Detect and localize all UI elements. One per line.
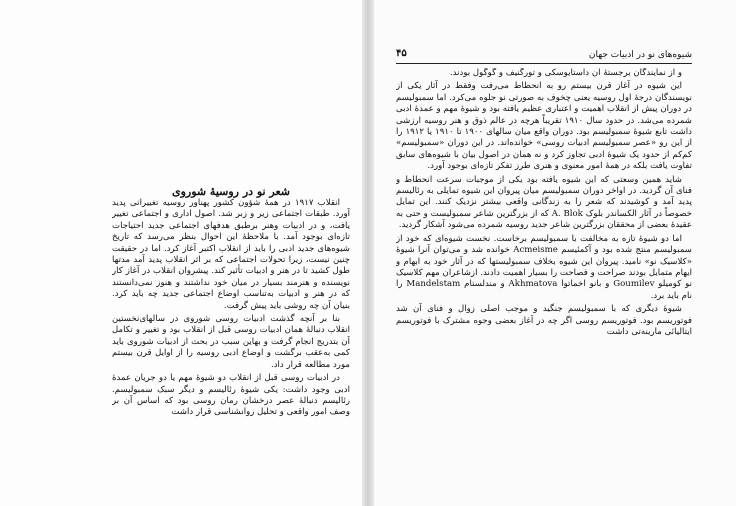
left-paragraph-1: انقلاب ۱۹۱۷ در همهٔ شؤون کشور پهناور روسیه تغییراتی پدید آورد. طبقات اجتماعی زیر و زبر شد. اصول اداری و اجتماعی تغییر یافت، و در ادبیات وهنر برطبق هدفهای اجتماعی جدید احتیاجات تازه‌ای بوجود آمد. با ملاحظهٔ این احوال بنظر می‌رسد که تاریخ شیوه‌های جدید ادبی را باید از انقلاب اکتبر آغاز کرد. اما در حقیقت چنین نیست، زیرا تحولات اجتماعی که بر اثر انقلاب پدید آمد مدتها طول کشید تا در هنر و ادبیات تأثیر کند. پیشروان انقلاب در آغاز کار نویسنده و هنرمند بسیار در میان خود نداشتند و هنوز نمی‌دانستند که در هنر و ادبیات به‌تناسب اوضاع اجتماعی جدید چه باید کرد. بنیان آن چه روشی باید پیش گرفت.	[112, 198, 350, 311]
right-paragraph-4: اما دو شیوهٔ تازه به مخالفت با سمبولیسم برخاست. نخست شیوه‌ای که خود از سمبولیسم منتج شده بود و آکمئیسم Acmeisme خوانده شد و می‌توان آنرا شیوهٔ «کلاسیک نو» نامید. پیروان این شیوه بخلاف سمبولیستها که در آثار خود به ابهام و ایهام متمایل بودند صراحت و فصاحت را بسیار اهمیت دادند. ازشاعران مهم کلاسیک نو کومیلو Goumilev و بانو اخماتوا Akhmatova و مندلستام Mandelstam را نام باید برد.	[396, 233, 692, 301]
right-paragraph-1: و از نمایندگان برجستهٔ آن داستایوسکی و تورگنیف و گوگول بودند.	[449, 68, 682, 78]
left-paragraph-3: در ادبیات روسی قبل از انقلاب دو شیوهٔ مهم یا دو جریان عمدهٔ ادبی وجود داشت: یکی شیوهٔ رئالیسم و دیگر سبک سمبولیسم. رئالیسم دنبالهٔ عصر درخشان رمان روسی بود که اساس آن بر وصف امور واقعی و تحلیل روانشناسی قرار داشت	[112, 373, 350, 418]
right-paragraph-5: شیوهٔ دیگری که با سمبولیسم جنگید و موجب اصلی زوال و فنای آن شد فوتوریسم بود. فوتوریسم روسی اگر چه در آغاز بعضی وجوه مشترک با فوتوریسم ایتالیائی مارینه‌تی داشت	[396, 304, 692, 337]
running-header	[396, 49, 692, 64]
section-heading: شعر نو در روسیهٔ شوروی	[171, 185, 291, 198]
book-gutter	[362, 0, 374, 506]
running-head-title: شیوه‌های نو در ادبیات جهان	[588, 50, 692, 60]
left-paragraph-2: بنا بر آنچه گذشت ادبیات روسی شوروی در سالهای‌نخستین انقلاب دنبالهٔ همان ادبیات روسی قبل از انقلاب بود و تغییر و تکامل آن بتدریج انجام گرفت و بهاین سبب در بحث از ادبیات شوروی باید کمی به‌عقب برگشت و اوضاع ادبی روسیه را از اوایل قرن بیستم مورد مطالعه قرار داد.	[112, 314, 350, 370]
page-number: ۴۵	[396, 48, 407, 59]
right-page-body	[396, 68, 692, 498]
left-page-body	[112, 198, 350, 503]
right-paragraph-2: این شیوه در آغاز قرن بیستم رو به انحطاط می‌رفت وفقط در آثار یکی از نویسندگان درجهٔ اول روسیه یعنی چخوف به صورتی نو جلوه می‌کرد. اما سمبولیسم در دوران پیش از انقلاب اهمیت و اعتباری عظیم یافته بود و شیوهٔ مهم و عمدهٔ ادبی شمرده می‌شد. در حدود سال ۱۹۱۰ تقریباً هرچه در عالم ذوق و هنر روسیه ارزشی داشت تابع شیوهٔ سمبولیسم بود. دوران واقع میان سالهای ۱۹۰۰ تا ۱۹۱۰ یا ۱۹۱۲ را از این رو «عصر سمبولیسم ادبیات روسی» خوانده‌اند. در این دوران «سمبولیسم» کم‌کم از حدود یک شیوهٔ ادبی تجاوز کرد و نه همان در اصول بیان با شیوه‌های سابق تفاوت یافت بلکه در همهٔ امور معنوی و هنری طرز تفکر تازه‌ای بوجود آورد.	[396, 81, 692, 172]
right-paragraph-3: شاید همین وسعتی که این شیوه یافته بود یکی از موجبات سرعت انحطاط و فنای آن گردید. در اواخر دوران سمبولیسم میان پیروان این شیوه تمایلی به رئالیسم پدید آمد و کوشیدند که شعر را به زندگانی واقعی بیشتر نزدیک کنند. این تمایل خصوصاً در آثار الکساندر بلوک A. Blok که از بزرگترین شاعر سمبولیست و حتی به عقیدهٔ بعضی از محققان بزرگترین شاعر جدید روسیه شمرده می‌شود آشکار گردید.	[396, 174, 692, 231]
right-page	[368, 0, 736, 506]
